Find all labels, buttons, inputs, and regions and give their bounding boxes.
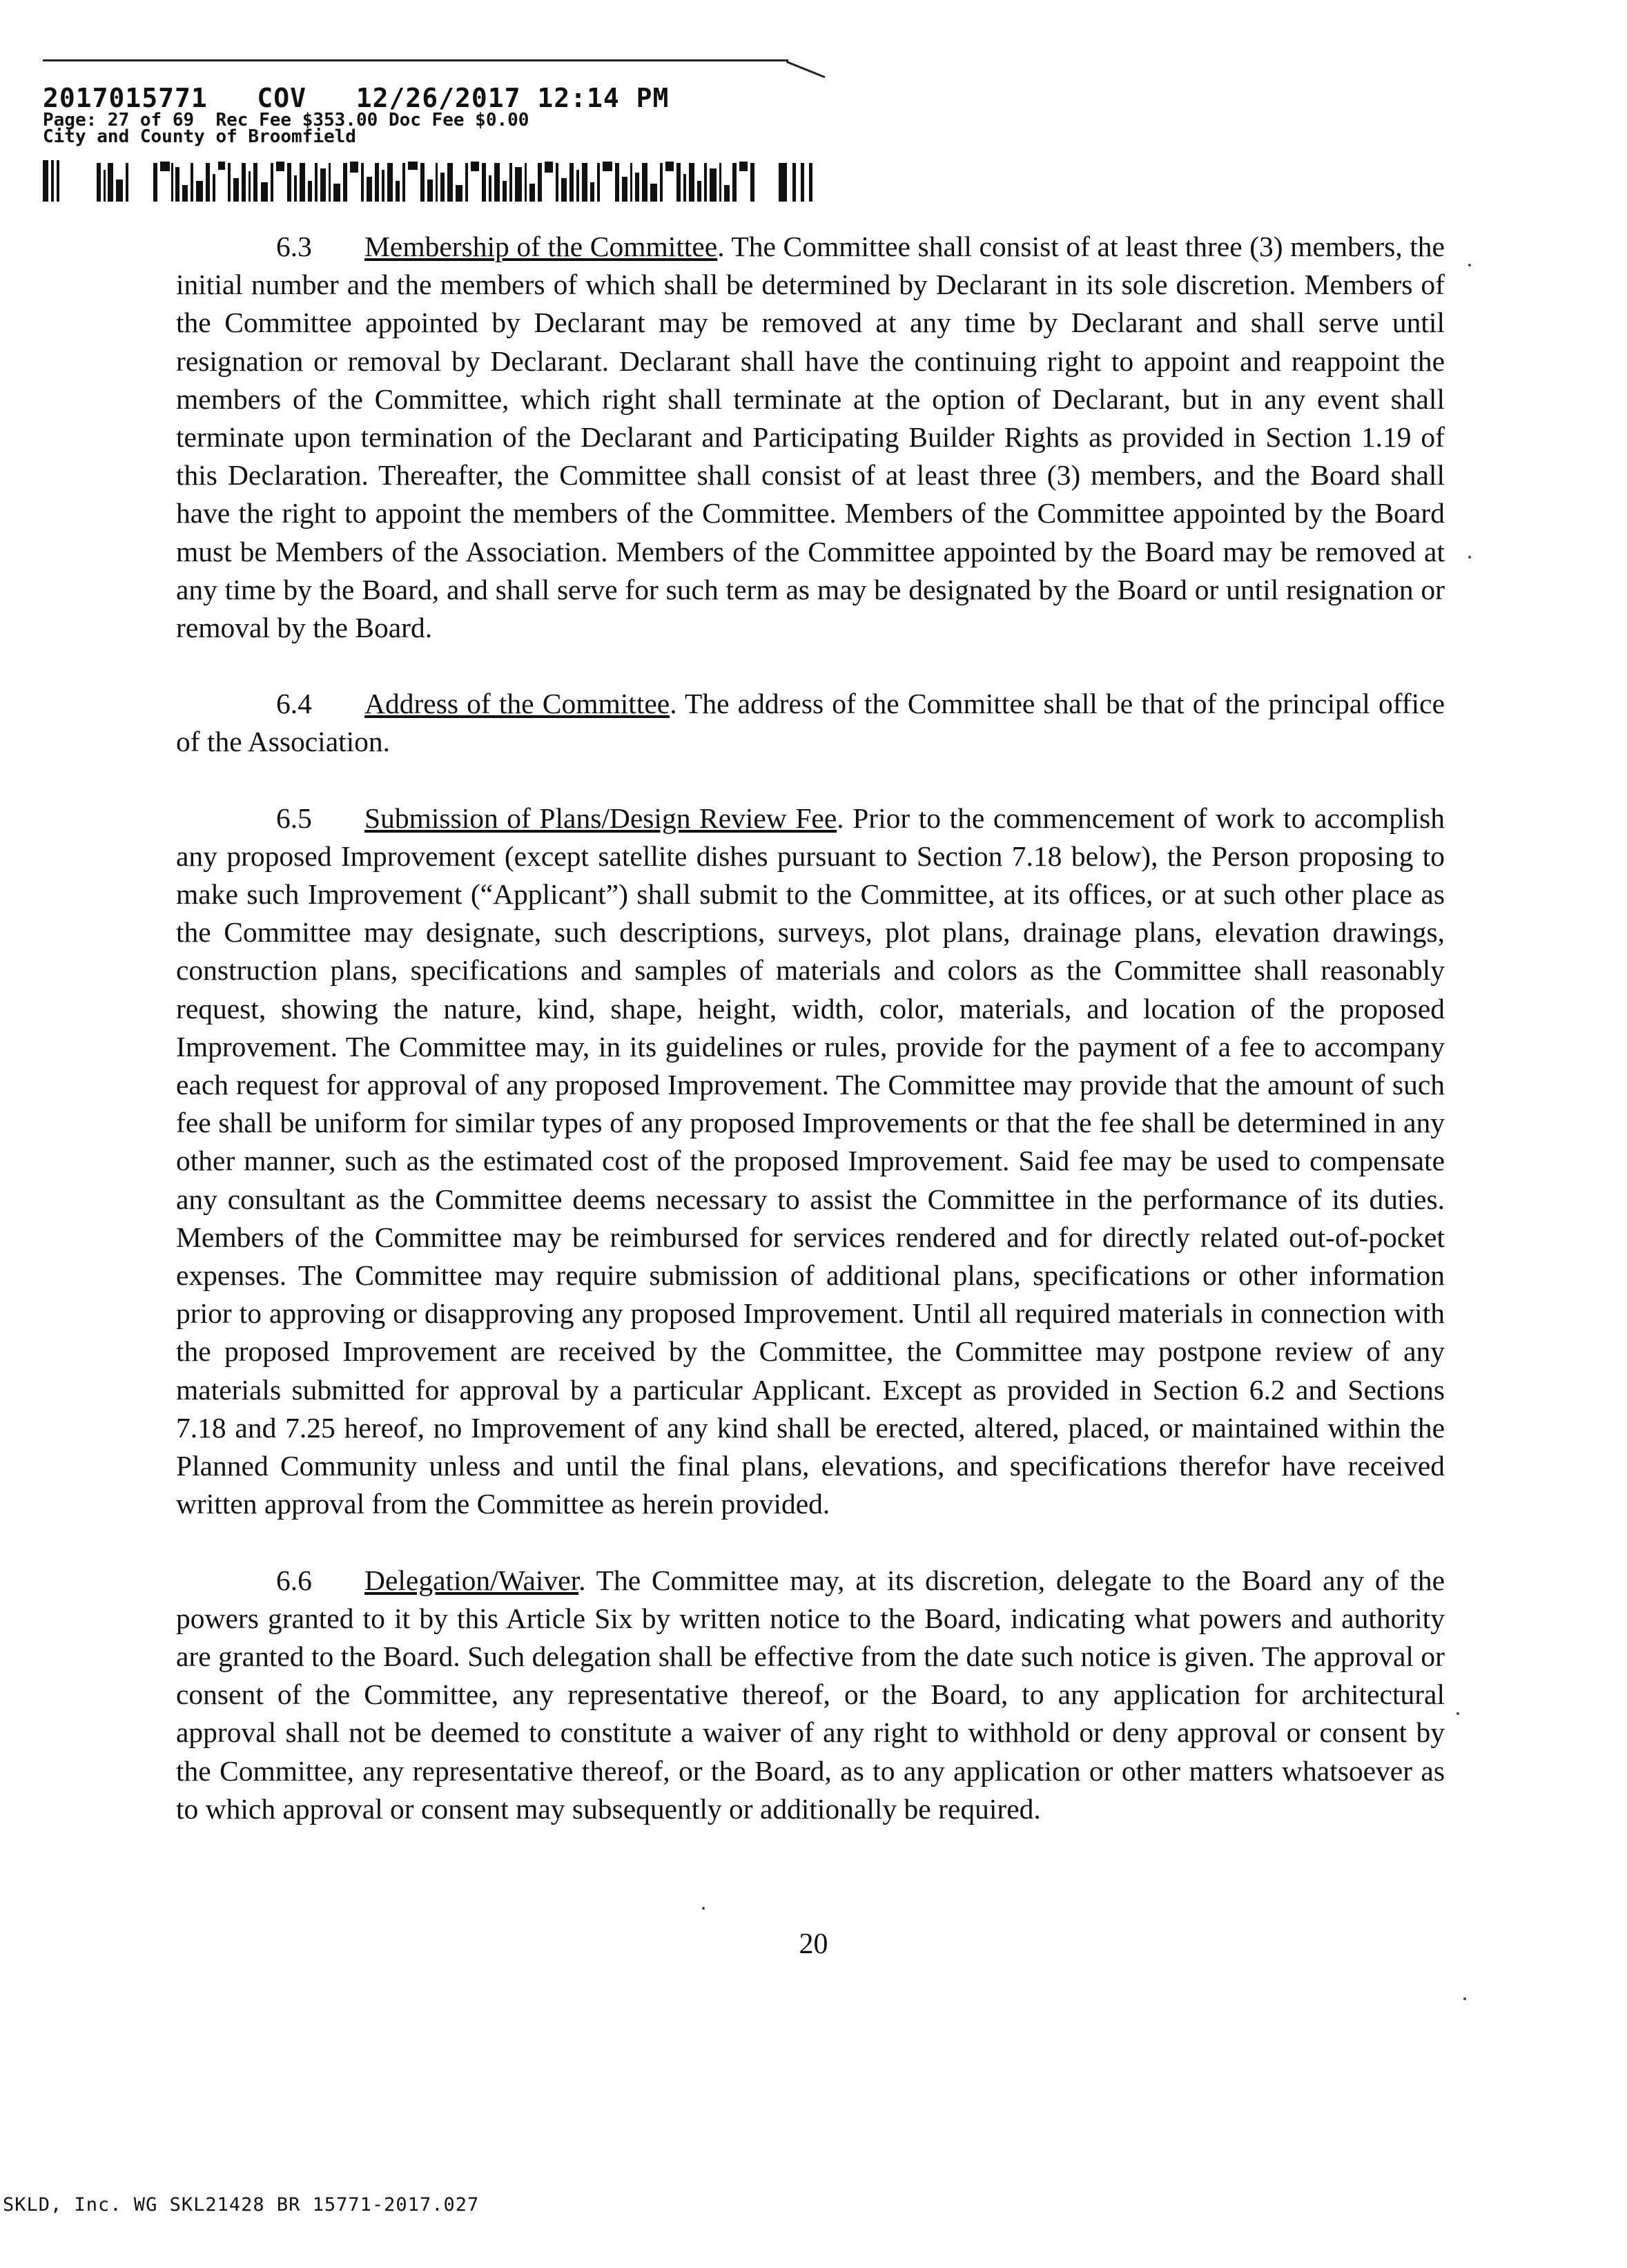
header-rule: [43, 59, 788, 61]
section-body: . The address of the Committee shall be that of the principal office of the Association.: [176, 688, 1445, 758]
rec-fee: Rec Fee $353.00: [215, 110, 378, 130]
footer-recording-ref: SKLD, Inc. WG SKL21428 BR 15771-2017.027: [3, 2194, 480, 2216]
recording-stamp-line1: [43, 84, 669, 112]
scan-speck: [1463, 1997, 1466, 2000]
page-info: Page: 27 of 69: [43, 110, 195, 130]
page-number: 20: [799, 1928, 828, 1960]
section-heading: Submission of Plans/Design Review Fee: [364, 802, 837, 834]
recording-stamp: [43, 84, 669, 145]
recording-datetime: 12/26/2017 12:14 PM: [355, 83, 670, 113]
section-heading: Delegation/Waiver: [364, 1564, 579, 1596]
county-name: City and County of Broomfield: [43, 126, 356, 147]
document-body: [176, 228, 1445, 1866]
section-heading: Membership of the Committee: [364, 231, 718, 262]
reception-number: 2017015771: [43, 83, 208, 113]
section-6-5: [176, 799, 1445, 1524]
section-6-6: [176, 1562, 1445, 1828]
scan-speck: [702, 1907, 705, 1910]
doc-fee: Doc Fee $0.00: [388, 110, 529, 130]
section-heading: Address of the Committee: [364, 688, 670, 720]
scan-speck: [1456, 1712, 1459, 1715]
section-6-4: [176, 685, 1445, 761]
scan-speck: [1468, 556, 1471, 559]
section-body: . The Committee may, at its discretion, delegate to the Board any of the powers granted to it by this Article Six by written notice to the Board, indicating what powers and authority are granted to the Board. Such delegation shall be effective from the date such notice is given. The approval or consent of the Committee, any representative thereof, or the Board, to any application for architectural approval shall not be deemed to constitute a waiver of any right to withhold or deny approval or consent by the Committee, any representative thereof, or the Board, as to any application or other matters whatsoever as to which approval or consent may subsequently or additionally be required.: [176, 1564, 1445, 1825]
doc-type: COV: [257, 83, 307, 113]
section-number: 6.4: [276, 688, 312, 720]
section-body: . Prior to the commencement of work to accomplish any proposed Improvement (except satellite dishes pursuant to Section 7.18 below), the Person proposing to make such Improvement (“Applicant”) shall submit to the Committee, at its offices, or at such other place as the Committee may designate, such descriptions, surveys, plot plans, drainage plans, elevation drawings, construction plans, specifications and samples of materials and colors as the Committee shall reasonably request, showing the nature, kind, shape, height, width, color, materials, and location of the proposed Improvement. The Committee may, in its guidelines or rules, provide for the payment of a fee to accompany each request for approval of any proposed Improvement. The Committee may provide that the amount of such fee shall be uniform for similar types of any proposed Improvements or that the fee shall be determined in any other manner, such as the estimated cost of the proposed Improvement. Said fee may be used to compensate any consultant as the Committee deems necessary to assist the Committee in the performance of its duties. Members of the Committee may be reimbursed for services rendered and for directly related out-of-pocket expenses. The Committee may require submission of additional plans, specifications or other information prior to approving or disapproving any proposed Improvement. Until all required materials in connection with the proposed Improvement are received by the Committee, the Committee may postpone review of any materials submitted for approval by a particular Applicant. Except as provided in Section 6.2 and Sections 7.18 and 7.25 hereof, no Improvement of any kind shall be erected, altered, placed, or maintained within the Planned Community unless and until the final plans, elevations, and specifications therefor have received written approval from the Committee as herein provided.: [176, 802, 1445, 1520]
section-body: . The Committee shall consist of at least three (3) members, the initial number and the members of which shall be determined by Declarant in its sole discretion. Members of the Committee appointed by Declarant may be removed at any time by Declarant and shall serve until resignation or removal by Declarant. Declarant shall have the continuing right to appoint and reappoint the members of the Committee, which right shall terminate at the option of Declarant, but in any event shall terminate upon termination of the Declarant and Participating Builder Rights as provided in Section 1.19 of this Declaration. Thereafter, the Committee shall consist of at least three (3) members, and the Board shall have the right to appoint the members of the Committee. Members of the Committee appointed by the Board must be Members of the Association. Members of the Committee appointed by the Board may be removed at any time by the Board, and shall serve for such term as may be designated by the Board or until resignation or removal by the Board.: [176, 231, 1445, 644]
section-number: 6.5: [276, 802, 312, 834]
section-6-3: [176, 228, 1445, 647]
scan-speck: [1468, 264, 1471, 266]
header-rule-tail: [786, 61, 826, 78]
section-number: 6.3: [276, 231, 312, 262]
recording-barcode: [43, 160, 823, 202]
section-number: 6.6: [276, 1564, 312, 1596]
